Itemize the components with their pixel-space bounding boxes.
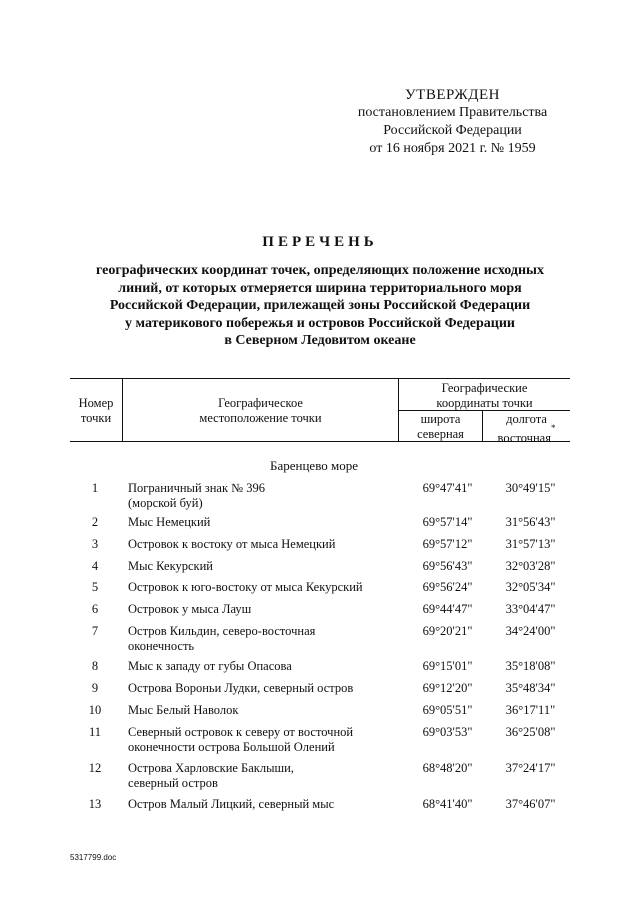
row-number: 12 bbox=[88, 761, 102, 775]
table-top-rule bbox=[70, 378, 570, 379]
row-number: 13 bbox=[88, 797, 102, 811]
row-location bbox=[128, 580, 408, 595]
document-subtitle bbox=[70, 262, 570, 350]
section-title: Баренцево море bbox=[270, 458, 358, 473]
row-number: 10 bbox=[88, 703, 102, 717]
header-coord-line1: Географические bbox=[441, 381, 528, 395]
row-latitude: 69°44'47" bbox=[422, 602, 473, 616]
row-latitude: 68°48'20" bbox=[422, 761, 473, 775]
row-latitude: 69°56'24" bbox=[422, 580, 473, 594]
row-longitude: 34°24'00" bbox=[505, 624, 556, 638]
row-longitude: 36°25'08" bbox=[505, 725, 556, 739]
row-location-line1: Мыс Белый Наволок bbox=[128, 703, 239, 717]
row-location-line1: Мыс Немецкий bbox=[128, 515, 211, 529]
row-number: 9 bbox=[91, 681, 99, 695]
row-longitude: 31°57'13" bbox=[505, 537, 556, 551]
header-coordinates bbox=[399, 381, 570, 411]
header-num-line2: точки bbox=[80, 411, 112, 425]
row-number: 5 bbox=[91, 580, 99, 594]
row-location bbox=[128, 559, 408, 574]
row-location-line1: Островок к юго-востоку от мыса Кекурский bbox=[128, 580, 363, 594]
row-location bbox=[128, 761, 408, 791]
row-location-line1: Мыс к западу от губы Опасова bbox=[128, 659, 292, 673]
header-loc-line2: местоположение точки bbox=[199, 411, 322, 425]
header-latitude bbox=[399, 412, 482, 442]
header-num bbox=[70, 396, 122, 426]
subtitle-line: в Северном Ледовитом океане bbox=[224, 333, 416, 348]
row-longitude: 32°03'28" bbox=[505, 559, 556, 573]
row-location bbox=[128, 602, 408, 617]
row-location-line1: Острова Харловские Баклыши, bbox=[128, 761, 294, 775]
row-latitude: 69°56'43" bbox=[422, 559, 473, 573]
header-coord-line2: координаты точки bbox=[436, 396, 533, 410]
row-location-line2: оконечности острова Большой Олений bbox=[128, 740, 335, 754]
row-longitude: 37°46'07" bbox=[505, 797, 556, 811]
row-latitude: 69°57'12" bbox=[422, 537, 473, 551]
approval-line-3: от 16 ноября 2021 г. № 1959 bbox=[369, 141, 536, 156]
footnote-marker: * bbox=[550, 423, 556, 433]
row-location-line1: Пограничный знак № 396 bbox=[128, 481, 265, 495]
row-location bbox=[128, 681, 408, 696]
row-location bbox=[128, 481, 408, 511]
subtitle-line: у материкового побережья и островов Российской Федерации bbox=[125, 315, 515, 331]
row-location-line1: Остров Малый Лицкий, северный мыс bbox=[128, 797, 335, 811]
row-longitude: 35°48'34" bbox=[505, 681, 556, 695]
subtitle-line: географических координат точек, определяющих положение исходных bbox=[96, 263, 544, 278]
row-latitude: 69°05'51" bbox=[422, 703, 473, 717]
row-location-line1: Северный островок к северу от восточной bbox=[128, 725, 354, 739]
row-longitude: 35°18'08" bbox=[505, 659, 556, 673]
document-heading: ПЕРЕЧЕНЬ bbox=[262, 234, 378, 250]
row-latitude: 68°41'40" bbox=[422, 797, 473, 811]
header-location bbox=[123, 396, 398, 426]
row-location-line1: Островок к востоку от мыса Немецкий bbox=[128, 537, 336, 551]
row-longitude: 37°24'17" bbox=[505, 761, 556, 775]
row-location-line1: Острова Вороньи Лудки, северный остров bbox=[128, 681, 354, 695]
approval-line-2: Российской Федерации bbox=[383, 123, 522, 138]
row-number: 4 bbox=[91, 559, 99, 573]
row-location-line1: Мыс Кекурский bbox=[128, 559, 213, 573]
subtitle-line: Российской Федерации, прилежащей зоны Российской Федерации bbox=[109, 298, 531, 313]
row-location bbox=[128, 703, 408, 718]
header-lon-line2: восточная bbox=[497, 431, 551, 446]
row-location bbox=[128, 725, 408, 755]
row-number: 2 bbox=[91, 515, 99, 529]
approval-title: УТВЕРЖДЕН bbox=[405, 87, 500, 103]
row-latitude: 69°12'20" bbox=[422, 681, 473, 695]
row-number: 3 bbox=[91, 537, 99, 551]
header-lat-line1: широта bbox=[420, 412, 461, 426]
row-location-line2: (морской буй) bbox=[128, 496, 203, 510]
row-longitude: 32°05'34" bbox=[505, 580, 556, 594]
row-longitude: 31°56'43" bbox=[505, 515, 556, 529]
row-longitude: 30°49'15" bbox=[505, 481, 556, 495]
approval-line-1: постановлением Правительства bbox=[357, 105, 548, 120]
header-num-line1: Номер bbox=[78, 396, 114, 410]
row-latitude: 69°47'41" bbox=[422, 481, 473, 495]
row-location-line2: северный остров bbox=[128, 776, 218, 790]
row-location bbox=[128, 537, 408, 552]
header-lon-line1: долгота bbox=[506, 412, 547, 426]
row-latitude: 69°03'53" bbox=[422, 725, 473, 739]
header-lat-line2: северная bbox=[417, 427, 464, 441]
row-location-line1: Островок у мыса Лауш bbox=[128, 602, 252, 616]
header-lon-line2-wrap bbox=[483, 423, 570, 446]
row-latitude: 69°20'21" bbox=[422, 624, 473, 638]
row-longitude: 36°17'11" bbox=[505, 703, 556, 717]
row-location bbox=[128, 624, 408, 654]
row-location-line2: оконечность bbox=[128, 639, 195, 653]
row-location-line1: Остров Кильдин, северо-восточная bbox=[128, 624, 316, 638]
row-latitude: 69°57'14" bbox=[422, 515, 473, 529]
footer-filename: 5317799.doc bbox=[70, 853, 117, 862]
row-latitude: 69°15'01" bbox=[422, 659, 473, 673]
row-location bbox=[128, 515, 408, 530]
row-number: 7 bbox=[91, 624, 99, 638]
header-loc-line1: Географическое bbox=[218, 396, 303, 410]
subtitle-line: линий, от которых отмеряется ширина территориального моря bbox=[118, 280, 522, 296]
header-longitude bbox=[483, 412, 570, 446]
row-longitude: 33°04'47" bbox=[505, 602, 556, 616]
row-number: 1 bbox=[91, 481, 99, 495]
row-location bbox=[128, 797, 408, 812]
row-number: 11 bbox=[88, 725, 102, 739]
approval-block bbox=[330, 86, 575, 158]
row-location bbox=[128, 659, 408, 674]
row-number: 6 bbox=[91, 602, 99, 616]
row-number: 8 bbox=[91, 659, 99, 673]
